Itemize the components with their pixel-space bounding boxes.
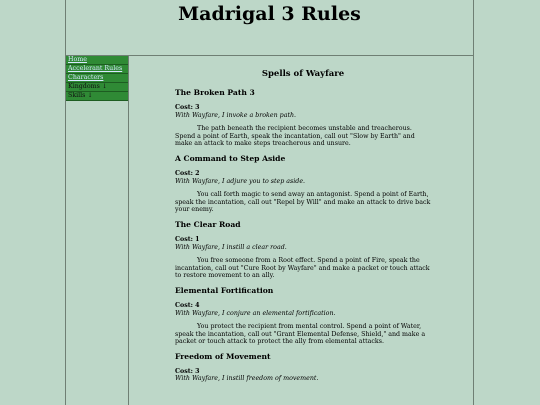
spell-cost: Cost: 1 bbox=[175, 235, 200, 243]
spell-description: You call forth magic to send away an antagonist. Spend a point of Earth, speak the incantation, call out "Repel by Will" and make an attack to drive back your enemy. bbox=[175, 191, 431, 214]
spell-cost: Cost: 3 bbox=[175, 104, 200, 111]
spell-cost: Cost: 3 bbox=[175, 367, 200, 375]
main-content bbox=[175, 64, 431, 389]
spell-description: The path beneath the recipient becomes unstable and treacherous. Spend a point of Earth, speak the incantation, call out "Slow by Earth" and make an attack to make steps treacherous and unsure. bbox=[175, 125, 415, 148]
nav-item-accelerant-rules[interactable]: Accelerant Rules bbox=[66, 65, 128, 74]
nav-item-kingdoms[interactable]: Kingdoms ↓ bbox=[66, 83, 128, 92]
spell-entry bbox=[175, 154, 431, 214]
spell-flavor: With Wayfare, I invoke a broken path. bbox=[175, 111, 297, 119]
header bbox=[65, 0, 474, 56]
spell-description: You protect the recipient from mental control. Spend a point of Water, speak the incantation, call out "Grant Elemental Defense, Shield," and make a packet or touch attack to protect the ally from elemental attacks. bbox=[175, 323, 426, 346]
nav-item-characters[interactable]: Characters bbox=[66, 74, 128, 83]
page-title: Spells of Wayfare bbox=[261, 69, 345, 79]
spell-description: You free someone from a Root effect. Spend a point of Fire, speak the incantation, call out "Cure Root by Wayfare" and make a packet or touch attack to restore movement to an ally. bbox=[175, 257, 430, 280]
spell-entry bbox=[175, 286, 431, 346]
spell-name: The Clear Road bbox=[175, 219, 241, 229]
site-title: Madrigal 3 Rules bbox=[178, 3, 361, 25]
spell-name: The Broken Path 3 bbox=[175, 88, 255, 97]
nav-item-home[interactable]: Home bbox=[66, 56, 128, 65]
spell-cost: Cost: 2 bbox=[175, 169, 200, 177]
spell-cost: Cost: 4 bbox=[175, 301, 200, 309]
spell-entry bbox=[175, 220, 431, 280]
nav-item-skills[interactable]: Skills ↓ bbox=[66, 92, 128, 101]
spell-flavor: With Wayfare, I instill freedom of movement. bbox=[175, 375, 319, 383]
sidebar-nav bbox=[66, 56, 129, 405]
spell-entry bbox=[175, 88, 431, 148]
spell-name: Freedom of Movement bbox=[175, 351, 271, 361]
spell-flavor: With Wayfare, I instill a clear road. bbox=[175, 243, 287, 251]
spell-name: A Command to Step Aside bbox=[175, 153, 286, 163]
spell-name: Elemental Fortification bbox=[175, 285, 274, 295]
spell-flavor: With Wayfare, I adjure you to step aside. bbox=[175, 177, 306, 185]
spell-list bbox=[175, 88, 431, 383]
spell-entry bbox=[175, 352, 431, 383]
spell-flavor: With Wayfare, I conjure an elemental fortification. bbox=[175, 309, 336, 317]
